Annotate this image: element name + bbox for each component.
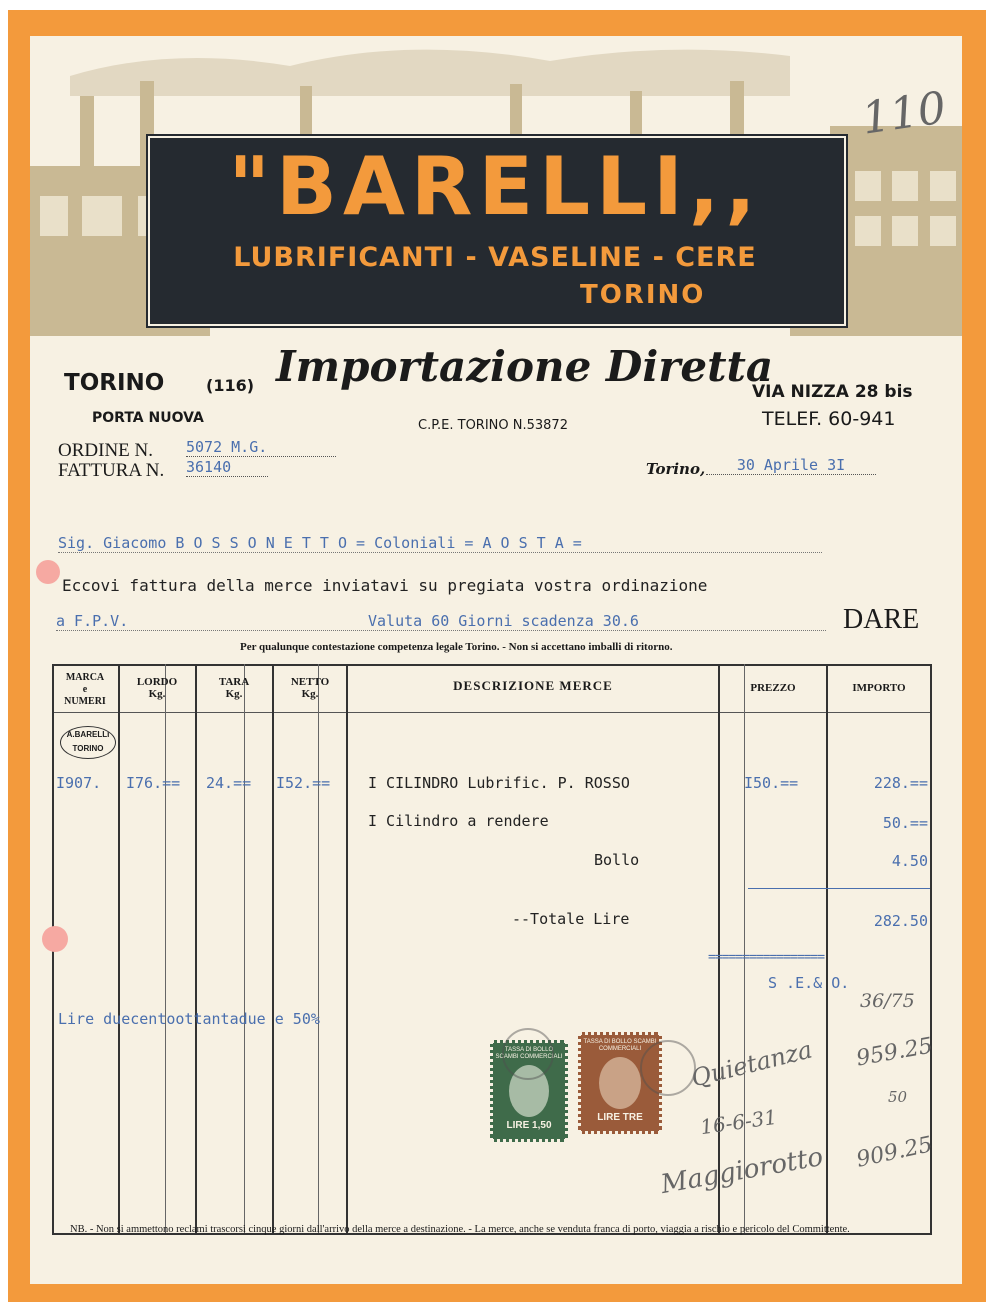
row-marca: I907. bbox=[56, 774, 102, 792]
handwritten-date: 16-6-31 bbox=[698, 1104, 779, 1140]
intro-line: Eccovi fattura della merce inviatavi su pregiata vostra ordinazione bbox=[62, 576, 708, 595]
handwritten-number-4: 909.25 bbox=[854, 1132, 935, 1173]
stamp-brown-top: TASSA DI BOLLO SCAMBI COMMERCIALI bbox=[583, 1039, 657, 1052]
col-header-descrizione: DESCRIZIONE MERCE bbox=[453, 678, 613, 693]
cancellation-postmark-2 bbox=[640, 1040, 696, 1096]
col-header-tara: TARA Kg. bbox=[218, 676, 250, 700]
col-header-importo: IMPORTO bbox=[852, 682, 906, 694]
header-phone: TELEF. 60-941 bbox=[762, 408, 896, 430]
col-rule-1b bbox=[165, 664, 166, 1234]
handwritten-quietanza: Quietanza bbox=[688, 1035, 815, 1093]
shipping-terms: a F.P.V. bbox=[56, 612, 129, 630]
row-prezzo: I50.== bbox=[744, 774, 799, 792]
amount-in-words: Lire duecentoottantadue e 50% bbox=[58, 1010, 320, 1028]
ordine-value: 5072 M.G. bbox=[186, 438, 336, 457]
dare-label: DARE bbox=[843, 604, 920, 635]
header-cpe: C.P.E. TORINO N.53872 bbox=[418, 418, 568, 433]
table-header-rule bbox=[52, 712, 932, 713]
header-city: TORINO bbox=[64, 370, 165, 396]
footer-nb: NB. - Non si ammettono reclami trascorsi cinque giorni dall'arrivo della merce a destinazione. - La merce, anche se venduta franca di porto, viaggia a rischio e pericolo del Committente. bbox=[70, 1224, 850, 1235]
punch-hole-bottom bbox=[42, 926, 68, 952]
handwritten-number-3: 50 bbox=[888, 1088, 908, 1106]
header-address: VIA NIZZA 28 bis bbox=[752, 382, 913, 402]
line-bollo-desc: Bollo bbox=[594, 851, 640, 869]
stamp-brown-portrait bbox=[599, 1057, 641, 1109]
payment-terms: Valuta 60 Giorni scadenza 30.6 bbox=[368, 612, 639, 630]
col-header-lordo: LORDO Kg. bbox=[136, 676, 178, 700]
company-city: TORINO bbox=[580, 280, 706, 310]
place-label: Torino, bbox=[646, 460, 706, 478]
col-header-marca: MARCA e NUMERI bbox=[64, 672, 106, 707]
header-postal: (116) bbox=[206, 376, 255, 395]
legal-notice: Per qualunque contestazione competenza legale Torino. - Non si accettano imballi di ritorno. bbox=[240, 641, 673, 653]
handwritten-signature: Maggiorotto bbox=[658, 1141, 826, 1201]
row-netto: I52.== bbox=[276, 774, 331, 792]
col-rule-5b bbox=[744, 664, 745, 1234]
terms-rule bbox=[56, 630, 826, 631]
col-rule-6 bbox=[826, 664, 828, 1234]
handwritten-number-1: 36/75 bbox=[860, 990, 915, 1012]
recipient: Sig. Giacomo B O S S O N E T T O = Coloniali = A O S T A = bbox=[58, 534, 822, 553]
handwritten-number-2: 959.25 bbox=[854, 1033, 935, 1072]
company-marca-stamp: A.BARELLI TORINO bbox=[60, 726, 116, 759]
row-tara: 24.== bbox=[206, 774, 252, 792]
row-lordo: I76.== bbox=[126, 774, 181, 792]
col-rule-1 bbox=[118, 664, 120, 1234]
col-rule-2 bbox=[195, 664, 197, 1234]
col-rule-4 bbox=[346, 664, 348, 1234]
stamp-green-value: LIRE 1,50 bbox=[506, 1120, 552, 1131]
col-rule-3 bbox=[272, 664, 274, 1234]
punch-hole-top bbox=[36, 560, 60, 584]
col-rule-5 bbox=[718, 664, 720, 1234]
header-station: PORTA NUOVA bbox=[92, 410, 204, 426]
col-header-prezzo: PREZZO bbox=[750, 682, 796, 694]
col-rule-2b bbox=[244, 664, 245, 1234]
col-header-netto: NETTO Kg. bbox=[290, 676, 330, 700]
line-bollo-importo: 4.50 bbox=[891, 852, 928, 870]
col-rule-3b bbox=[318, 664, 319, 1234]
company-products: LUBRIFICANTI - VASELINE - CERE bbox=[233, 242, 757, 273]
stamp-green-top: TASSA DI BOLLO SCAMBI COMMERCIALI bbox=[495, 1047, 563, 1060]
subtotal-rule bbox=[748, 888, 930, 889]
handwritten-reference: 110 bbox=[858, 82, 950, 145]
row-importo: 228.== bbox=[873, 774, 928, 792]
ordine-label: ORDINE N. bbox=[58, 440, 153, 461]
header-tagline: Importazione Diretta bbox=[276, 342, 774, 391]
totale-value: 282.50 bbox=[873, 912, 928, 930]
stamp-brown-value: LIRE TRE bbox=[597, 1112, 643, 1123]
fattura-label: FATTURA N. bbox=[58, 460, 165, 481]
totale-label: --Totale Lire bbox=[512, 910, 630, 928]
company-name: "BARELLI,, bbox=[228, 140, 762, 233]
errors-excepted: S .E.& O. bbox=[768, 974, 850, 992]
invoice-date: 30 Aprile 3I bbox=[706, 456, 876, 475]
cancellation-postmark-1 bbox=[502, 1028, 554, 1080]
double-rule: ================= bbox=[708, 950, 825, 965]
line-rendere-desc: I Cilindro a rendere bbox=[368, 812, 549, 830]
table-top-rule bbox=[52, 664, 932, 666]
fattura-value: 36140 bbox=[186, 458, 268, 477]
row-descrizione: I CILINDRO Lubrific. P. ROSSO bbox=[368, 774, 630, 792]
line-rendere-importo: 50.== bbox=[882, 814, 928, 832]
